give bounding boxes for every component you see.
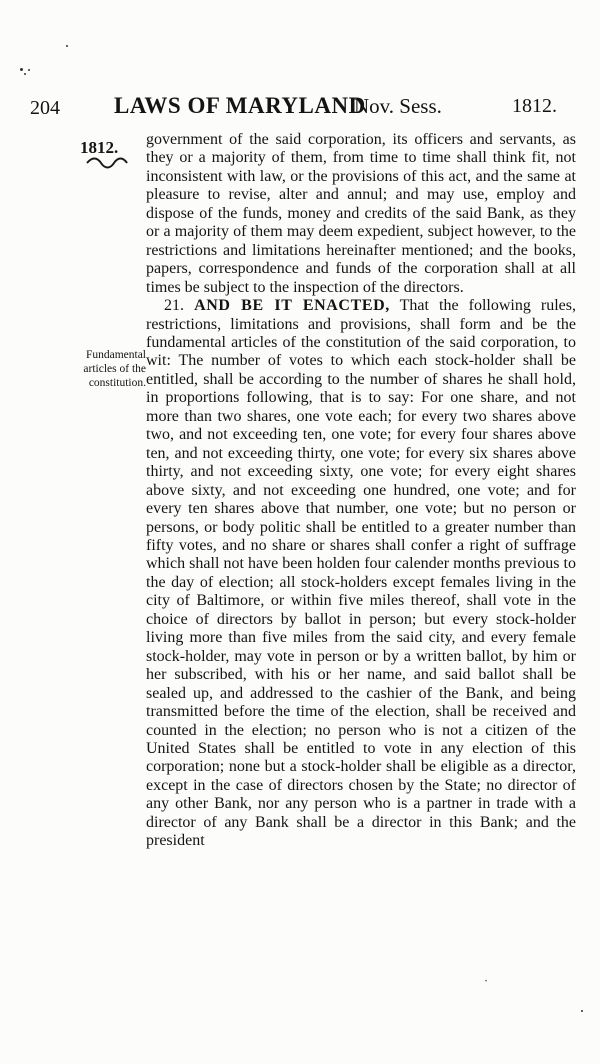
page-title: LAWS OF MARYLAND: [114, 93, 366, 118]
margin-note: Fundamental articles of the constitution.: [83, 349, 146, 389]
continuation-paragraph: government of the said corporation, its officers and servants, as they or a majority of them, from time to time shall think fit, not inconsistent with law, or the provisions of this act, and the same at pleasure to revise, alter and annul; and may use, employ and dispose of the funds, money and credits of the said Bank, as they or a majority of them may deem expedient, subject however, to the restrictions and limitations hereinafter mentioned; and the books, papers, correspondence and funds of the corporation shall at all times be subject to the inspection of the directors.: [146, 131, 576, 296]
scan-mark: ·: [484, 974, 489, 989]
section-paragraph: [146, 297, 576, 851]
scan-speck: [581, 1010, 583, 1012]
session-label: Nov. Sess.: [354, 94, 442, 118]
page-number: 204: [30, 97, 60, 119]
margin-year: 1812.: [80, 138, 119, 157]
section-text: That the following rules, restrictions, limitations and provisions, shall form and be the fundamental articles of the constitution of the said corporation, to wit: The number of votes to which each stock-holder shall be entitled, shall be according to the number of shares he shall hold, in proportions following, that is to say: For one share, and not more than two shares, one vote each; for every two shares above two, and not exceeding ten, one vote; for every four shares above ten, and not exceeding thirty, one vote; for every six shares above thirty, and not exceeding sixty, one vote; for every eight shares above sixty, and not exceeding one hundred, one vote; and for every ten shares above that number, one vote; but no person or persons, or body politic shall be entitled to a greater number than fifty votes, and no share or shares shall confer a right of suffrage which shall not have been holden four calender months previous to the day of election; all stock-holders except females living in the city of Baltimore, or within five miles thereof, shall vote in the choice of directors by ballot in person; but every stock-holder living more than five miles from the said city, and every female stock-holder, may vote in person or by a written ballot, by him or her subscribed, with his or her name, and said ballot shall be sealed up, and addressed to the cashier of the Bank, and being transmitted before the time of the election, shall be received and counted in the election; no person who is not a citizen of the United States shall be entitled to vote in any election of this corporation; none but a stock-holder shall be eligible as a director, except in the case of directors chosen by the State; no director of any other Bank, nor any person who is a partner in trade with a director of any Bank shall be a director in this Bank; and the president: [146, 297, 577, 850]
scan-speck: [28, 69, 30, 71]
scan-speck: [66, 45, 68, 47]
flourish-ornament: [86, 156, 128, 170]
header-year: 1812.: [512, 95, 557, 117]
section-heading: AND BE IT ENACTED,: [194, 297, 390, 315]
scan-speck: [24, 73, 26, 75]
scan-speck: [20, 68, 23, 71]
body-text: [146, 131, 576, 851]
section-number: 21.: [164, 297, 184, 315]
running-header: [30, 93, 575, 127]
